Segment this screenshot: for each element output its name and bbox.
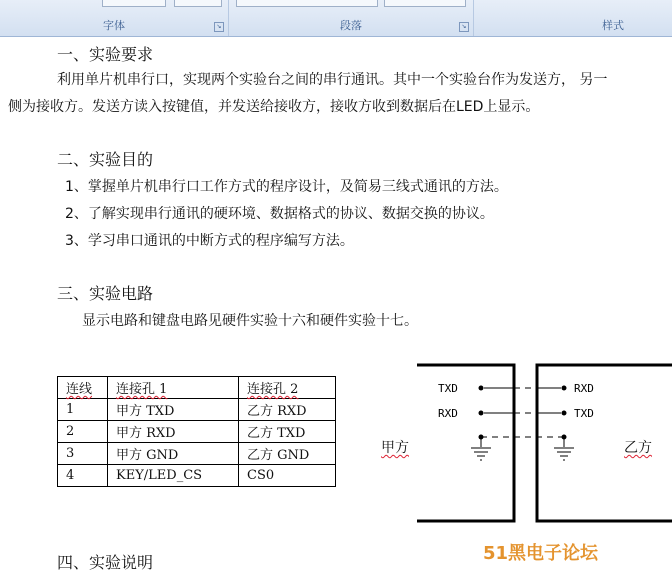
- table-cell: 乙方 TXD: [239, 421, 336, 443]
- pin-dot: [479, 386, 484, 391]
- paragraph-line: 侧为接收方。发送方读入按键值，并发送给接收方，接收方收到数据后在LED上显示。: [8, 99, 540, 115]
- left-pin-rxd: RXD: [438, 407, 458, 420]
- table-row: [58, 465, 336, 487]
- dialog-launcher-icon[interactable]: ↘: [459, 22, 469, 32]
- ground-icon: [471, 437, 491, 460]
- left-party-label: 甲方: [381, 440, 409, 456]
- table-cell: 甲方 RXD: [108, 421, 239, 443]
- ribbon-group-styles: [474, 0, 672, 36]
- ground-icon: [554, 437, 574, 460]
- section-title: 三、实验电路: [57, 284, 154, 303]
- paragraph-line: 显示电路和键盘电路见硬件实验十六和硬件实验十七。: [82, 313, 418, 329]
- list-item: 3、学习串口通讯的中断方式的程序编写方法。: [65, 233, 354, 249]
- section-title: 二、实验目的: [57, 150, 154, 169]
- pin-dot: [562, 386, 567, 391]
- table-cell: CS0: [239, 465, 336, 487]
- table-cell: KEY/LED_CS: [108, 465, 239, 487]
- table-row: [58, 399, 336, 421]
- table-row: [58, 443, 336, 465]
- table-cell: 甲方 TXD: [108, 399, 239, 421]
- right-pin-rxd: RXD: [574, 382, 594, 395]
- table-header-text: 连接孔 2: [247, 382, 299, 397]
- pin-dot: [562, 411, 567, 416]
- table-cell: 1: [58, 399, 108, 421]
- ribbon-group-paragraph: [229, 0, 474, 36]
- table-header-cell: [239, 377, 336, 399]
- table-cell: 3: [58, 443, 108, 465]
- table-header-text: 连接孔 1: [116, 382, 168, 397]
- connection-table: [57, 376, 336, 487]
- table-cell: 乙方 GND: [239, 443, 336, 465]
- ribbon-group-title: 字体: [103, 19, 125, 32]
- ribbon-group-title: 样式: [602, 19, 624, 32]
- ribbon-group-title: 段落: [340, 19, 362, 32]
- table-row: [58, 421, 336, 443]
- pin-dot: [479, 411, 484, 416]
- table-cell: 乙方 RXD: [239, 399, 336, 421]
- watermark-logo: 51黑电子论坛: [483, 543, 599, 564]
- paragraph-line: 利用单片机串行口，实现两个实验台之间的串行通讯。其中一个实验台作为发送方， 另一: [57, 72, 608, 88]
- left-pin-txd: TXD: [438, 382, 458, 395]
- table-cell: 甲方 GND: [108, 443, 239, 465]
- table-cell: 4: [58, 465, 108, 487]
- table-header-cell: [108, 377, 239, 399]
- dialog-launcher-icon[interactable]: ↘: [214, 22, 224, 32]
- section-title: 一、实验要求: [57, 45, 154, 64]
- section-title: 四、实验说明: [57, 553, 154, 572]
- list-item: 2、了解实现串行通讯的硬环境、数据格式的协议、数据交换的协议。: [65, 206, 494, 222]
- right-party-label: 乙方: [624, 440, 652, 456]
- table-cell: 2: [58, 421, 108, 443]
- table-header-row: [58, 377, 336, 399]
- ribbon-group-font: [0, 0, 229, 36]
- list-item: 1、掌握单片机串行口工作方式的程序设计，及简易三线式通讯的方法。: [65, 179, 508, 195]
- right-pin-txd: TXD: [574, 407, 594, 420]
- ribbon: [0, 0, 672, 37]
- table-header-cell: 连线: [58, 377, 108, 399]
